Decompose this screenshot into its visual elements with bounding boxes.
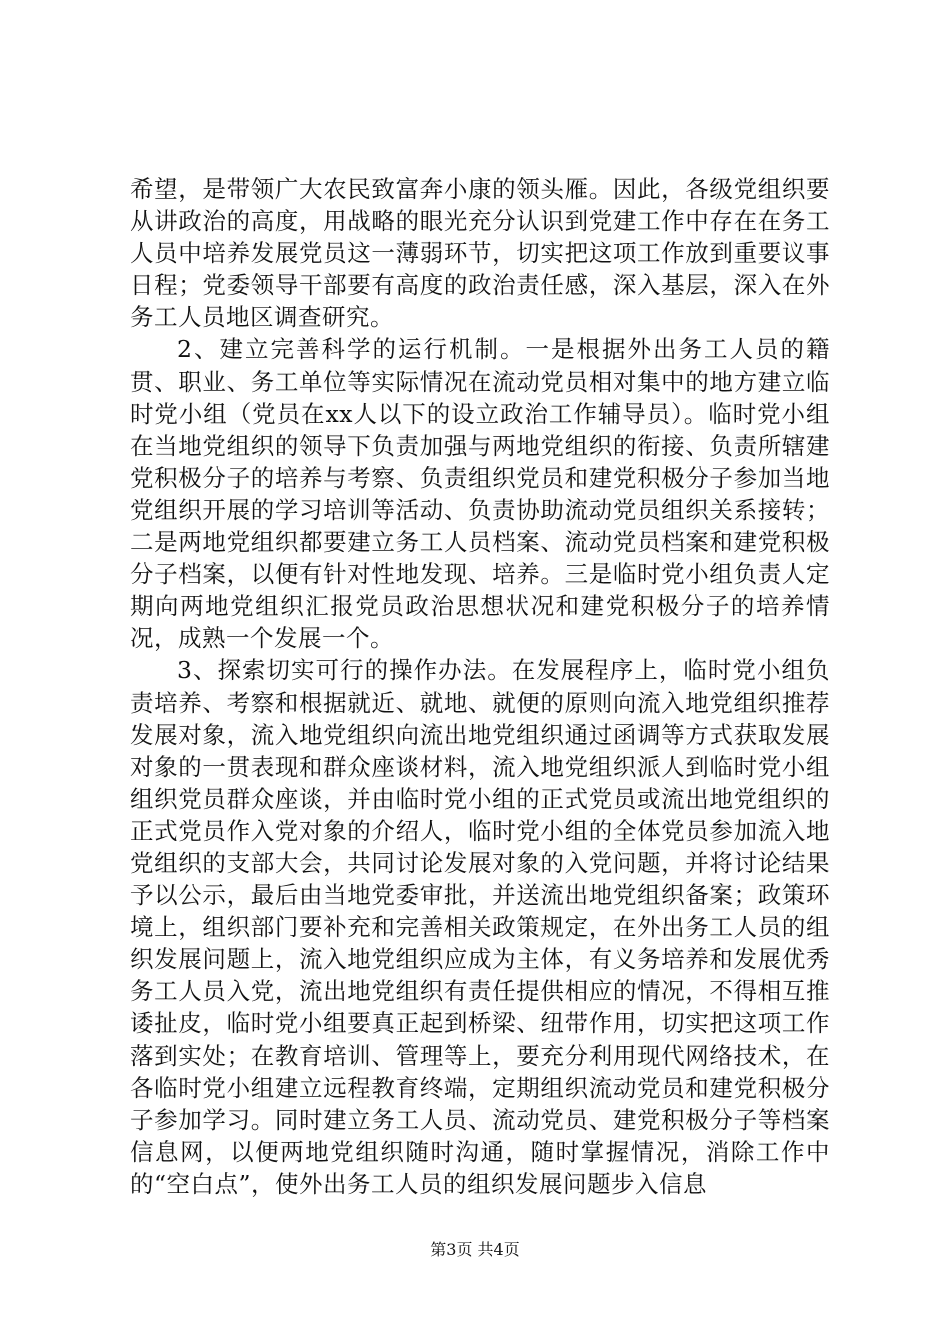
paragraph-intro: 希望，是带领广大农民致富奔小康的领头雁。因此，各级党组织要从讲政治的高度，用战略的眼光充分认识到党建工作中存在在务工人员中培养发展党员这一薄弱环节，切实把这项工作放到重要议事日程；党委领导干部要有高度的政治责任感，深入基层，深入在外务工人员地区调查研究。 (130, 175, 830, 332)
page-number-footer: 第3页 共4页 (430, 1240, 520, 1259)
paragraph-item-3: 3、探索切实可行的操作办法。在发展程序上，临时党小组负责培养、考察和根据就近、就地、就便的原则向流入地党组织推荐发展对象，流入地党组织向流出地党组织通过函调等方式获取发展对象的一贯表现和群众座谈材料，流入地党组织派人到临时党小组组织党员群众座谈，并由临时党小组的正式党员或流出地党组织的正式党员作入党对象的介绍人，临时党小组的全体党员参加流入地党组织的支部大会，共同讨论发展对象的入党问题，并将讨论结果予以公示，最后由当地党委审批，并送流出地党组织备案；政策环境上，组织部门要补充和完善相关政策规定，在外出务工人员的组织发展问题上，流入地党组织应成为主体，有义务培养和发展优秀务工人员入党，流出地党组织有责任提供相应的情况，不得相互推诿扯皮，临时党小组要真正起到桥梁、纽带作用，切实把这项工作落到实处；在教育培训、管理等上，要充分利用现代网络技术，在各临时党小组建立远程教育终端，定期组织流动党员和建党积极分子参加学习。同时建立务工人员、流动党员、建党积极分子等档案信息网，以便两地党组织随时沟通，随时掌握情况，消除工作中的“空白点”，使外出务工人员的组织发展问题步入信息 (130, 656, 830, 1198)
paragraph-item-2: 2、建立完善科学的运行机制。一是根据外出务工人员的籍贯、职业、务工单位等实际情况在流动党员相对集中的地方建立临时党小组（党员在xx人以下的设立政治工作辅导员）。临时党小组在当地党组织的领导下负责加强与两地党组织的衔接、负责所辖建党积极分子的培养与考察、负责组织党员和建党积极分子参加当地党组织开展的学习培训等活动、负责协助流动党员组织关系接转；二是两地党组织都要建立务工人员档案、流动党员档案和建党积极分子档案，以便有针对性地发现、培养。三是临时党小组负责人定期向两地党组织汇报党员政治思想状况和建党积极分子的培养情况，成熟一个发展一个。 (130, 335, 830, 653)
document-body (130, 173, 830, 1200)
